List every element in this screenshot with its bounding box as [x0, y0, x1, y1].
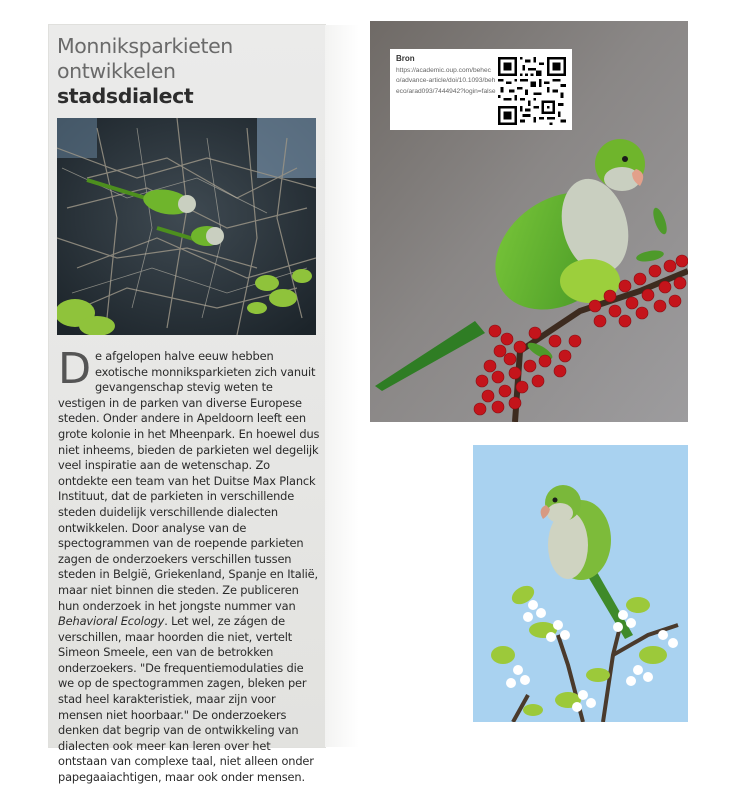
clipping-shadow — [325, 25, 359, 747]
source-card — [390, 49, 572, 130]
qr-code-icon[interactable] — [498, 57, 566, 125]
article-text-end: . Let wel, ze zágen de verschillen, maar hoorden die niet, vertelt Simeon Smeele, een van de betrokken onderzoekers. "De frequentiemodulaties die we op de spectogrammen zagen, bleken per stad heel karakteristiek, maar zijn voor mensen niet hoorbaar." De onderzoekers denken dat begrip van de ontwikkeling van dialecten ook meer kan leren over het ontstaan van complexe taal, niet alleen onder papegaaiachtigen, maar ook onder mensen. — [58, 614, 314, 785]
article-text: e afgelopen halve eeuw hebben exotische monniksparkieten zich vanuit gevangenschap stevig weten te vestigen in de parken van diverse Europese steden. Onder andere in Apeldoorn leeft een grote kolonie in het Mheenpark. En hoewel dus niet inheems, bieden de parkieten wel degelijk veel inspiratie aan de wetenschap. Zo ontdekte een team van het Duitse Max Planck Instituut, dat de parkieten in verschillende steden duidelijk verschillende dialecten ontwikkelen. Door analyse van de spectogrammen van de roepende parkieten zagen de onderzoekers verschillen tussen steden in België, Griekenland, Spanje en Italië, maar niet binnen die steden. Ze publiceren hun onderzoek in het jongste nummer van — [58, 349, 320, 613]
article-body — [58, 344, 320, 786]
journal-name: Behavioral Ecology — [58, 614, 165, 629]
title-line-1: Monniksparkieten — [57, 34, 233, 58]
article-title — [57, 34, 317, 109]
source-label: Bron — [396, 54, 415, 63]
dropcap: D — [58, 344, 91, 394]
photo-parakeets-nest — [57, 118, 316, 335]
title-line-3: stadsdialect — [57, 84, 194, 108]
source-url[interactable]: https://academic.oup.com/beheco/advance-article/doi/10.1093/beheco/arad093/7444942?login=false — [396, 67, 496, 95]
photo-parakeet-blossom — [473, 445, 688, 722]
title-line-2: ontwikkelen — [57, 59, 176, 83]
